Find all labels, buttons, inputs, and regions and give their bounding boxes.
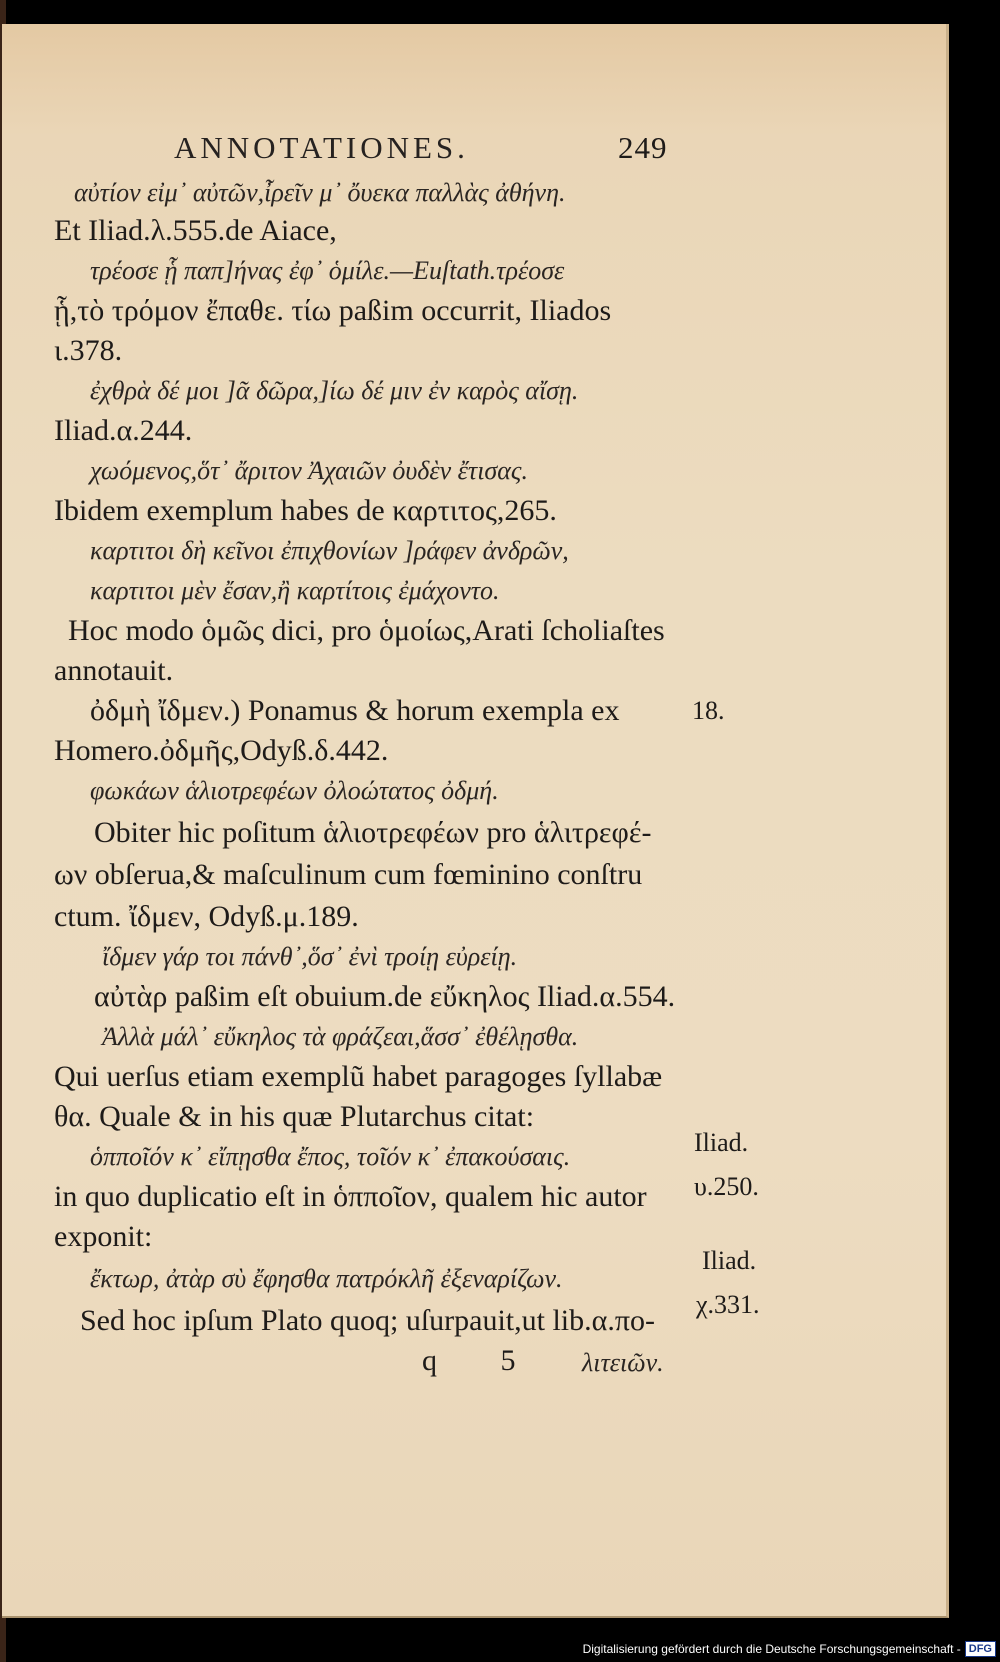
text-line: Ibidem exemplum habes de καρτιτος,265. [54, 494, 557, 527]
text-line: χωόμενος,ὅτ᾽ ἄριτον Ἀχαιῶν ὀυδὲν ἔτισας. [90, 456, 528, 485]
text-line: τρέοσε ᾗ παπ]ήνας ἐφ᾽ ὁμίλε.—Euſtath.τρέοσε [90, 256, 565, 285]
text-line: ἴδμεν γάρ τοι πάνθ᾽,ὅσ᾽ ἐνὶ τροίῃ εὐρείῃ. [102, 942, 518, 971]
text-line: ων obſerua,& maſculinum cum fœminino conſtru [54, 858, 643, 891]
margin-note: Iliad. [702, 1246, 757, 1275]
margin-note: υ.250. [694, 1172, 759, 1201]
text-line: Qui uerſus etiam exemplũ habet paragoges ſyllabæ [54, 1060, 663, 1093]
text-line: θα. Quale & in his quæ Plutarchus citat: [54, 1100, 535, 1133]
page-number: 249 [618, 130, 668, 165]
text-line: Et Iliad.λ.555.de Aiace, [54, 214, 337, 247]
signature-mark: q 5 [422, 1344, 544, 1377]
text-line: Hoc modo ὁμῶς dici, pro ὁμοίως,Arati ſcholiaſtes [68, 614, 665, 647]
text-line: Iliad.α.244. [54, 414, 193, 447]
margin-note: χ.331. [696, 1290, 760, 1319]
text-line: ἔκτωρ, ἀτὰρ σὺ ἔφησθα πατρόκλῆ ἐξεναρίζων. [90, 1264, 563, 1293]
digitization-credit [583, 1640, 996, 1658]
text-line: αὐτὰρ paßim eſt obuium.de εὔκηλος Iliad.α.554. [94, 980, 676, 1013]
text-line: annotauit. [54, 654, 174, 687]
text-line: Sed hoc ipſum Plato quoq; uſurpauit,ut lib.α.πο- [80, 1304, 655, 1337]
text-line: ὁπποῖόν κ᾽ εἴπῃσθα ἔπος, τοῖόν κ᾽ ἐπακούσαις. [90, 1142, 571, 1171]
text-line: αὐτίον εἰμ᾽ αὐτῶν,ἶρεῖν μ᾽ ὄυεκα παλλὰς ἀθήνη. [74, 178, 566, 207]
running-title: ANNOTATIONES. [174, 130, 469, 165]
text-line: ὀδμὴ ἴδμεν.) Ponamus & horum exempla ex [90, 694, 620, 727]
margin-note: 18. [692, 696, 725, 725]
margin-note: Iliad. [694, 1128, 749, 1157]
text-line: ι.378. [54, 334, 123, 367]
text-line: in quo duplicatio eſt in ὁπποῖον, qualem hic autor [54, 1180, 647, 1213]
text-line: καρτιτοι δὴ κεῖνοι ἐπιχθονίων ]ράφεν ἀνδρῶν, [90, 536, 569, 565]
text-line: Homero.ὀδμῆς,Odyß.δ.442. [54, 734, 389, 767]
text-line: Ἀλλὰ μάλ᾽ εὔκηλος τὰ φράζεαι,ἅσσ᾽ ἐθέλῃσθα. [102, 1022, 579, 1051]
text-line: ἐχθρὰ δέ μοι ]ᾶ δῶρα,]ίω δέ μιν ἐν καρὸς αἴσῃ. [90, 376, 579, 405]
credit-text: Digitalisierung gefördert durch die Deutsche Forschungsgemeinschaft - [582, 1642, 961, 1656]
text-line: ᾗ,τὸ τρόμον ἔπαθε. τίω paßim occurrit, Iliados [54, 294, 612, 327]
text-line: φωκάων ἁλιοτρεφέων ὀλοώτατος ὀδμή. [90, 776, 499, 805]
text-line: Obiter hic poſitum ἁλιοτρεφέων pro ἁλιτρεφέ- [94, 816, 652, 849]
dfg-logo: DFG [965, 1641, 996, 1657]
book-page [2, 24, 949, 1618]
text-line: καρτιτοι μὲν ἔσαν,ἢ καρτίτοις ἐμάχοντο. [90, 576, 500, 605]
text-line: ctum. ἴδμεν, Odyß.μ.189. [54, 900, 359, 933]
text-line: exponit: [54, 1220, 153, 1253]
catchword: λιτειῶν. [582, 1348, 664, 1377]
